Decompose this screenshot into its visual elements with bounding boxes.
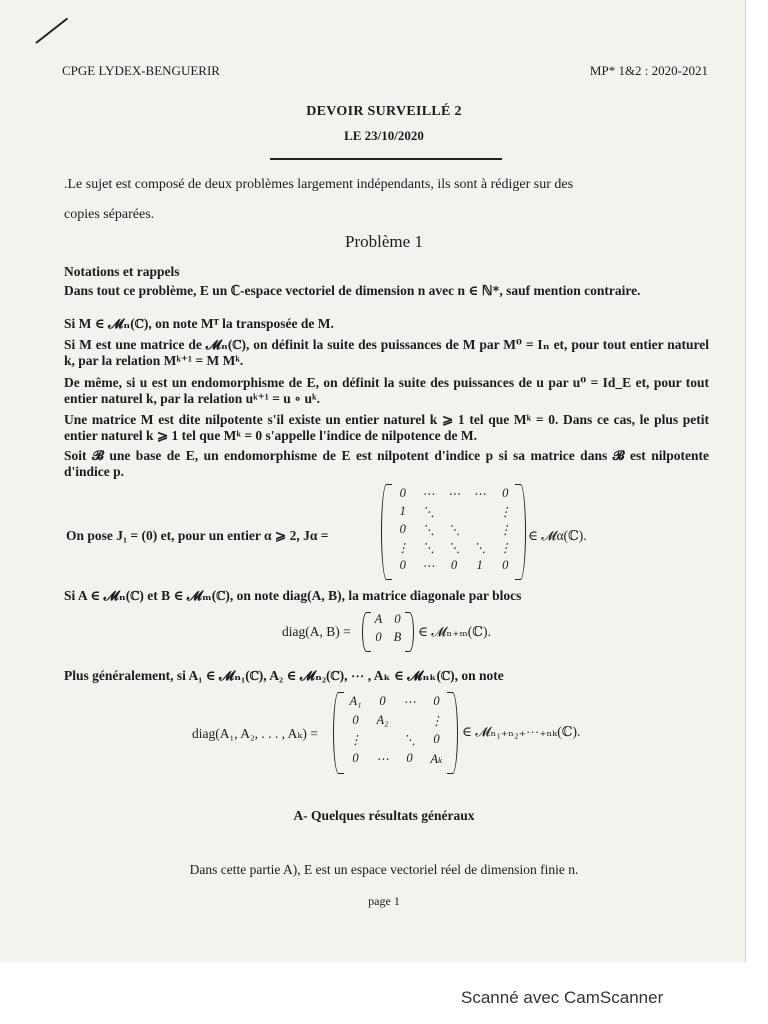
matrix-cell: ⋮ <box>396 541 410 555</box>
matrix-cell: 0 <box>394 612 401 626</box>
j-alpha-lead: On pose J₁ = (0) et, pour un entier α ⩾ 2, Jα = <box>66 528 329 543</box>
matrix-cell: A₂ <box>376 713 389 727</box>
paragraph-diag-ab: Si A ∈ 𝓜ₙ(ℂ) et B ∈ 𝓜ₘ(ℂ), on note diag(A, B), la matrice diagonale par blocs <box>64 588 522 603</box>
matrix-cell: 0 <box>399 486 406 500</box>
matrix-cell <box>467 522 493 540</box>
intro-line-2: copies séparées. <box>64 207 155 222</box>
paragraph-1: Dans tout ce problème, E un ℂ-espace vectoriel de dimension n avec n ∈ ℕ*, sauf mention contraire. <box>64 283 641 298</box>
matrix-cell: ⋯ <box>422 559 435 573</box>
matrix-cell: 0 <box>352 713 359 727</box>
diag-k-lead: diag(A₁, A₂, . . . , Aₖ) = <box>192 726 318 741</box>
matrix-cell: 0 <box>399 522 406 536</box>
paragraph-3: Si M est une matrice de 𝓜ₙ(ℂ), on définit la suite des puissances de M par M⁰ = Iₙ et, pour tout entier naturel k, par la relation Mᵏ⁺¹ = M Mᵏ. <box>64 337 709 368</box>
matrix-cell: 0 <box>352 751 359 765</box>
matrix-cell: ⋯ <box>376 752 389 766</box>
problem-title: Problème 1 <box>345 232 423 251</box>
paragraph-part-a: Dans cette partie A), E est un espace vectoriel réel de dimension finie n. <box>189 862 579 877</box>
header-school: CPGE LYDEX-BENGUERIR <box>62 63 220 78</box>
diag-ab-tail: ∈ 𝓜ₙ₊ₘ(ℂ). <box>418 624 491 639</box>
paragraph-2: Si M ∈ 𝓜ₙ(ℂ), on note Mᵀ la transposée de M. <box>64 316 334 331</box>
matrix-cell: ⋮ <box>349 733 362 747</box>
ak-matrix-right-paren <box>447 692 458 774</box>
section-a-title: A- Quelques résultats généraux <box>293 808 475 823</box>
paragraph-diag-general: Plus généralement, si A₁ ∈ 𝓜ₙ₁(ℂ), A₂ ∈ 𝓜ₙ₂(ℂ), ⋯ , Aₖ ∈ 𝓜ₙₖ(ℂ), on note <box>64 668 504 683</box>
doc-title: DEVOIR SURVEILLÉ 2 <box>306 104 462 119</box>
matrix-cell: ⋱ <box>447 541 461 555</box>
diag-ab-lead: diag(A, B) = <box>282 624 351 639</box>
matrix-cell: 0 <box>502 558 509 572</box>
paragraph-5: Une matrice M est dite nilpotente s'il existe un entier naturel k ⩾ 1 tel que Mᵏ = 0. Dans ce cas, le plus petit entier naturel k ⩾ 1 tel que Mᵏ = 0 s'appelle l'indice de nilpotence de M. <box>64 412 709 443</box>
matrix-cell: ⋯ <box>422 487 435 501</box>
matrix-cell <box>441 504 467 522</box>
diag-k-tail: ∈ 𝓜ₙ₁₊ₙ₂₊⋯₊ₙₖ(ℂ). <box>462 724 581 739</box>
matrix-cell: Aₖ <box>430 752 443 766</box>
matrix-cell: ⋮ <box>498 523 512 537</box>
matrix-cell: ⋮ <box>498 541 512 555</box>
matrix-cell: ⋱ <box>403 733 416 747</box>
matrix-cell: 0 <box>450 558 458 572</box>
matrix-cell <box>396 713 423 732</box>
matrix-cell: 0 <box>406 751 413 765</box>
matrix-cell: ⋱ <box>422 505 435 519</box>
matrix-cell: ⋱ <box>447 523 461 537</box>
j-matrix-right-paren <box>515 484 526 580</box>
matrix-cell: ⋱ <box>422 523 435 537</box>
diag-k-matrix <box>342 694 450 770</box>
matrix-cell: ⋯ <box>473 487 486 501</box>
matrix-cell: 0 <box>379 694 386 708</box>
section-notations: Notations et rappels <box>64 264 180 279</box>
matrix-cell: A <box>374 612 383 626</box>
matrix-cell: ⋱ <box>473 541 486 555</box>
matrix-cell: 1 <box>399 504 406 518</box>
paragraph-6: Soit 𝓑 une base de E, un endomorphisme de E est nilpotent d'indice p si sa matrice dans 𝓑 est nilpotente d'indice p. <box>64 448 709 479</box>
j-alpha-matrix <box>390 486 518 576</box>
matrix-cell <box>467 504 493 522</box>
matrix-cell: 0 <box>502 486 509 500</box>
matrix-cell: ⋱ <box>422 541 435 555</box>
matrix-cell: 0 <box>433 732 440 746</box>
matrix-cell: ⋯ <box>447 487 461 501</box>
matrix-cell: 0 <box>433 694 440 708</box>
intro-line-1: .Le sujet est composé de deux problèmes largement indépendants, ils sont à rédiger sur des <box>64 177 574 192</box>
matrix-cell: ⋮ <box>430 714 443 728</box>
camscanner-watermark: Scanné avec CamScanner <box>461 988 664 1007</box>
title-rule <box>270 158 502 160</box>
matrix-cell: 0 <box>399 558 406 572</box>
doc-date: LE 23/10/2020 <box>344 128 424 143</box>
matrix-cell <box>369 732 396 751</box>
matrix-cell: ⋮ <box>498 505 512 519</box>
paragraph-4: De même, si u est un endomorphisme de E, on définit la suite des puissances de u par u⁰ = Id_E et, pour tout entier naturel k, par la relation uᵏ⁺¹ = u ∘ uᵏ. <box>64 375 709 406</box>
matrix-cell: 0 <box>375 630 382 644</box>
ab-matrix-right-paren <box>405 612 414 652</box>
matrix-cell: ⋯ <box>403 695 416 709</box>
diag-ab-matrix <box>369 612 407 648</box>
matrix-cell: 1 <box>476 558 483 572</box>
matrix-cell: A₁ <box>349 694 362 708</box>
matrix-cell: B <box>393 630 402 644</box>
page-number: page 1 <box>368 894 400 908</box>
header-class-year: MP* 1&2 : 2020-2021 <box>589 63 708 78</box>
j-alpha-tail: ∈ 𝓜α(ℂ). <box>528 528 587 543</box>
